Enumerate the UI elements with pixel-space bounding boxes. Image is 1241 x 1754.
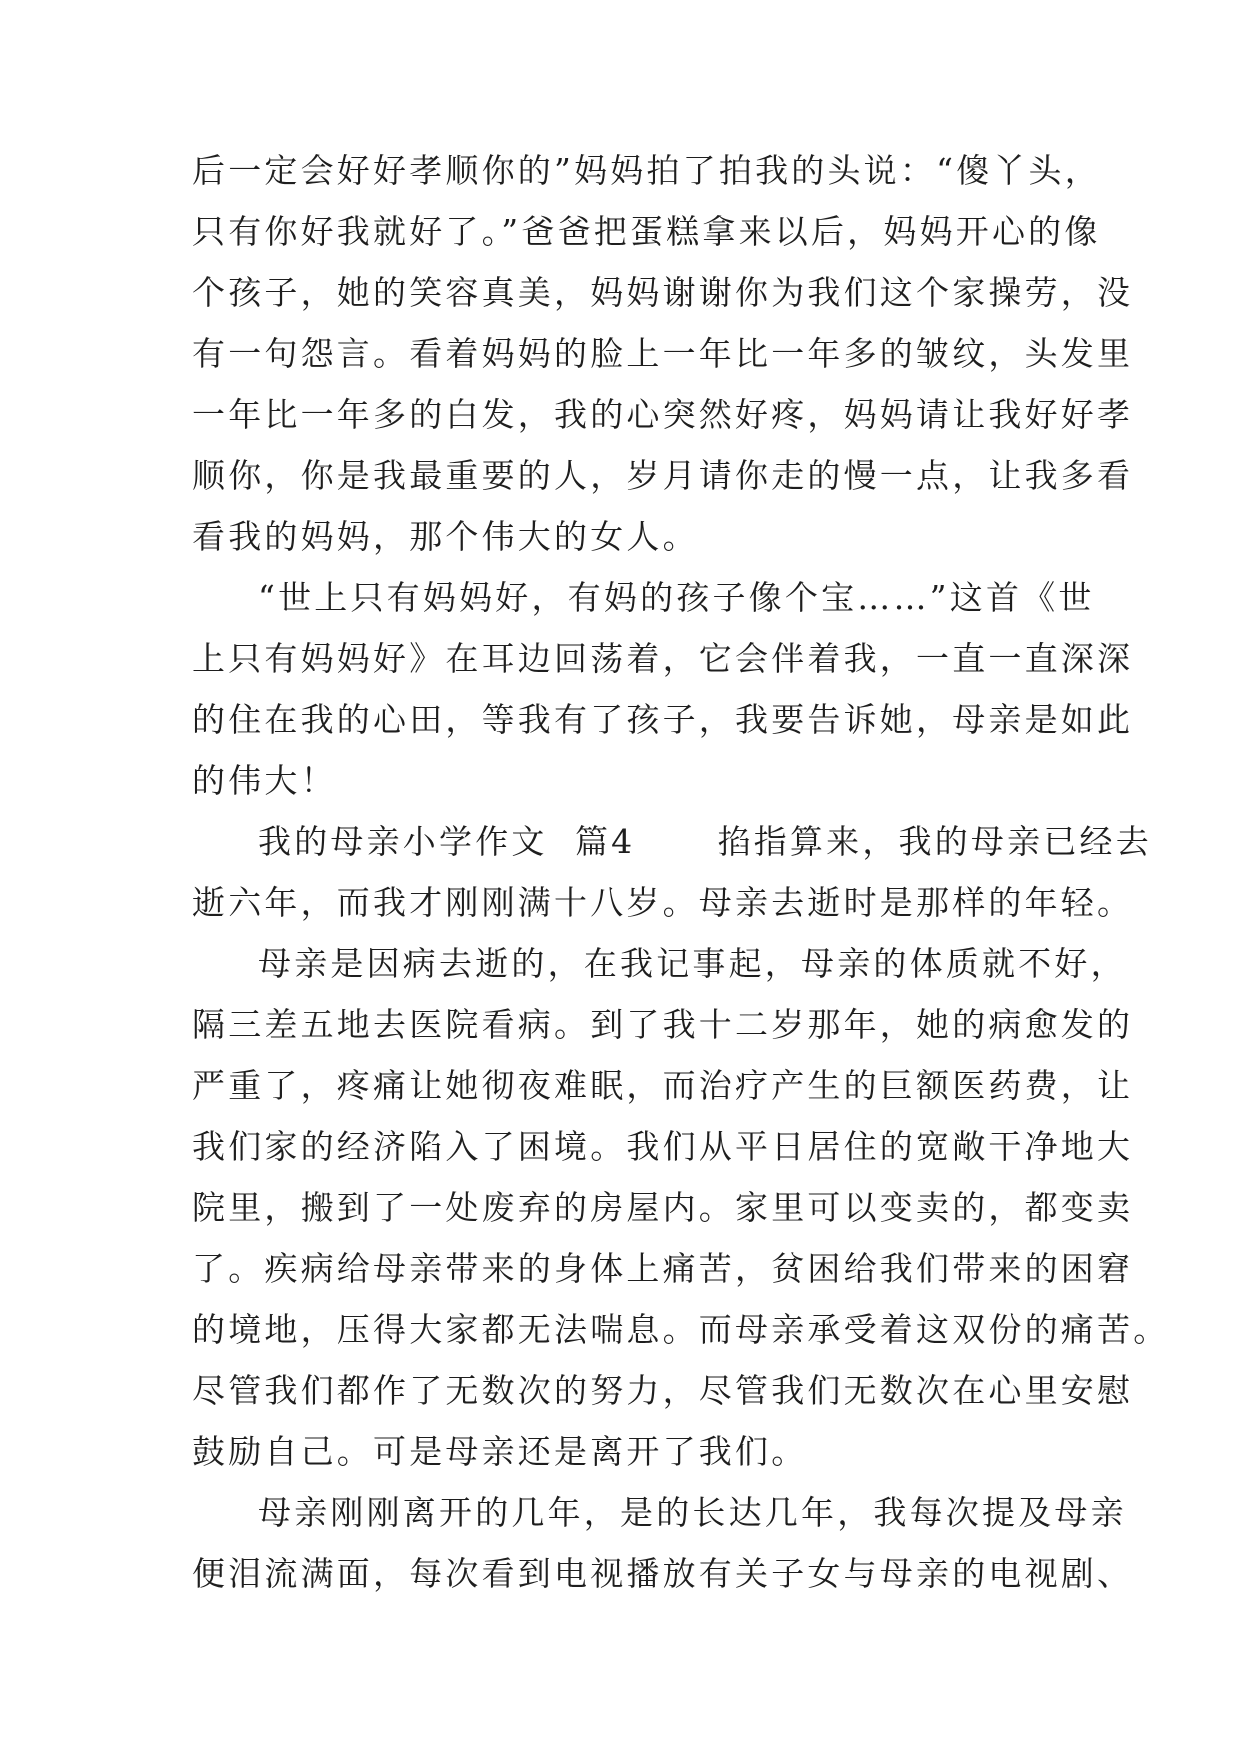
text-line: 上只有妈妈好》在耳边回荡着，它会伴着我，一直一直深深 [192, 639, 1134, 678]
text-line: 看我的妈妈，那个伟大的女人。 [192, 517, 699, 556]
text-line: 一年比一年多的白发，我的心突然好疼，妈妈请让我好好孝 [192, 395, 1134, 434]
text-line: 便泪流满面，每次看到电视播放有关子女与母亲的电视剧、 [192, 1554, 1134, 1593]
text-line: 的伟大！ [192, 761, 337, 800]
text-line: “世上只有妈妈好，有妈的孩子像个宝……”这首《世 [258, 578, 1095, 617]
text-line: 逝六年，而我才刚刚满十八岁。母亲去逝时是那样的年轻。 [192, 883, 1134, 922]
text-line: 母亲是因病去逝的，在我记事起，母亲的体质就不好， [258, 944, 1127, 983]
text-line: 了。疾病给母亲带来的身体上痛苦，贫困给我们带来的困窘 [192, 1249, 1134, 1288]
text-line: 我们家的经济陷入了困境。我们从平日居住的宽敞干净地大 [192, 1127, 1134, 1166]
text-line: 个孩子，她的笑容真美，妈妈谢谢你为我们这个家操劳，没 [192, 273, 1134, 312]
text-line: 隔三差五地去医院看病。到了我十二岁那年，她的病愈发的 [192, 1005, 1134, 1044]
text-line: 母亲刚刚离开的几年，是的长达几年，我每次提及母亲 [258, 1493, 1127, 1532]
text-line: 严重了，疼痛让她彻夜难眠，而治疗产生的巨额医药费，让 [192, 1066, 1134, 1105]
text-line: 院里，搬到了一处废弃的房屋内。家里可以变卖的，都变卖 [192, 1188, 1134, 1227]
text-line: 只有你好我就好了。”爸爸把蛋糕拿来以后，妈妈开心的像 [192, 212, 1101, 251]
section-heading-line: 我的母亲小学作文 篇4 掐指算来，我的母亲已经去 [258, 822, 1152, 861]
essay-body [192, 140, 1170, 1604]
text-line: 顺你，你是我最重要的人，岁月请你走的慢一点，让我多看 [192, 456, 1134, 495]
text-line: 尽管我们都作了无数次的努力，尽管我们无数次在心里安慰 [192, 1371, 1134, 1410]
text-line: 有一句怨言。看着妈妈的脸上一年比一年多的皱纹，头发里 [192, 334, 1134, 373]
text-line: 鼓励自己。可是母亲还是离开了我们。 [192, 1432, 808, 1471]
text-line: 的境地，压得大家都无法喘息。而母亲承受着这双份的痛苦。 [192, 1310, 1170, 1349]
text-line: 的住在我的心田，等我有了孩子，我要告诉她，母亲是如此 [192, 700, 1134, 739]
text-line: 后一定会好好孝顺你的”妈妈拍了拍我的头说：“傻丫头， [192, 151, 1101, 190]
